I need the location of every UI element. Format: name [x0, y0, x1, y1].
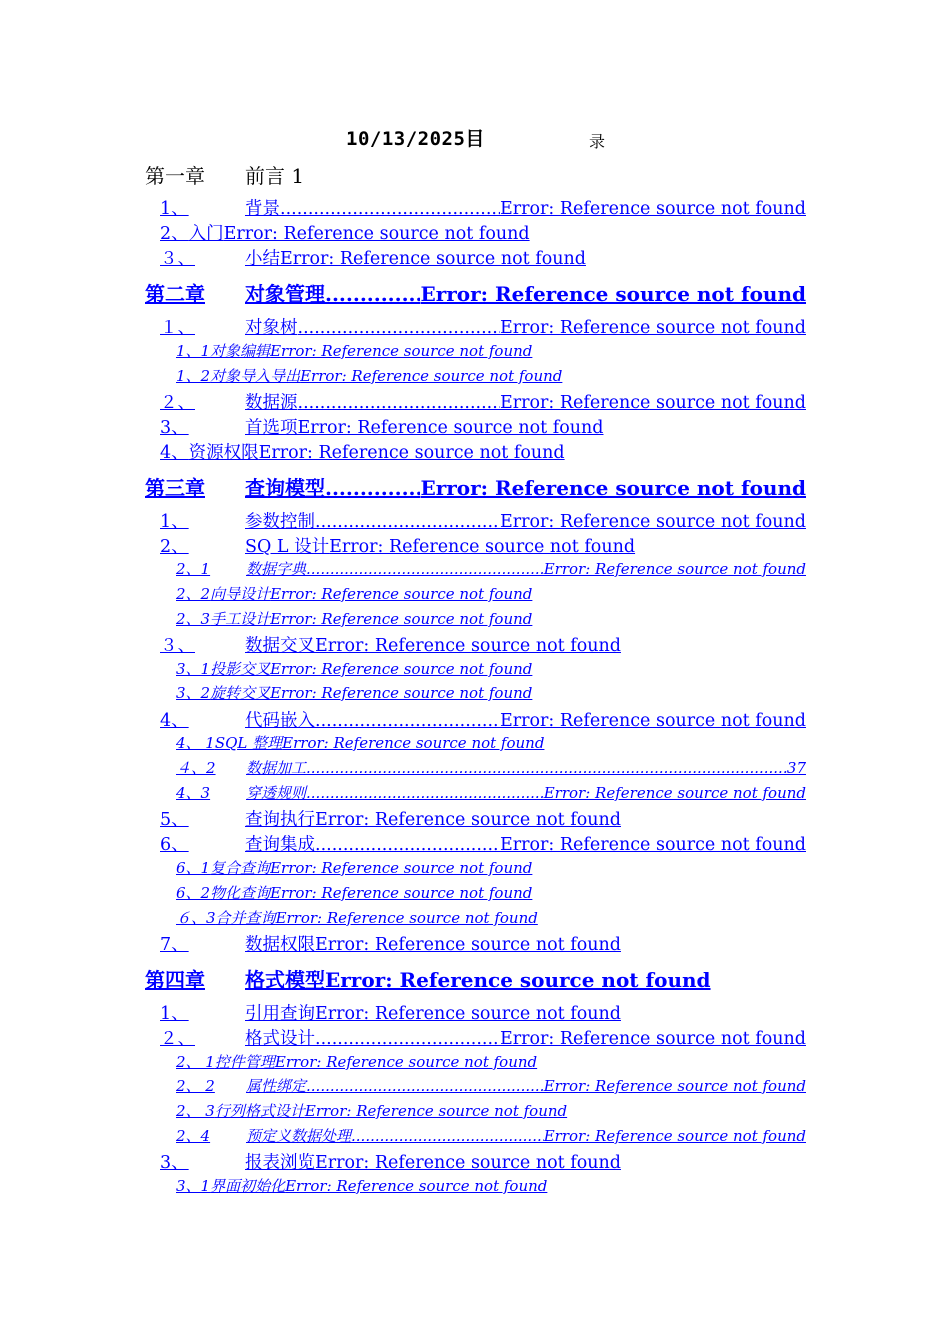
- toc-entry-number: 2、3: [176, 610, 211, 628]
- toc-entry-title: 预定义数据处理: [246, 1127, 352, 1145]
- toc-entry-page-ref: Error: Reference source not found: [282, 734, 545, 752]
- toc-entry-number: ３、: [160, 636, 195, 656]
- toc-entry-number: 2、 1: [176, 1053, 215, 1071]
- toc-entry-number: 3、: [160, 418, 189, 438]
- toc-entry-page-ref: Error: Reference source not found: [275, 909, 538, 927]
- toc-entry-title: 首选项: [245, 418, 298, 438]
- toc-entry-title: 查询执行: [245, 810, 315, 830]
- toc-entry-ch3-6-2[interactable]: [176, 882, 532, 903]
- toc-entry-page-ref: Error: Reference source not found: [270, 684, 533, 702]
- toc-entry-number: 6、2: [176, 884, 211, 902]
- toc-entry-ch2-1-1[interactable]: [176, 340, 532, 361]
- toc-entry-ch2-1-2[interactable]: [176, 365, 562, 386]
- toc-entry-ch3-4-3[interactable]: [176, 782, 806, 803]
- toc-entry-ch3-3-1[interactable]: [176, 658, 532, 679]
- toc-entry-page-ref: Error: Reference source not found: [270, 610, 533, 628]
- toc-entry-page-ref: Error: Reference source not found: [274, 1053, 538, 1071]
- toc-entry-number: 3、1: [176, 1177, 211, 1195]
- toc-entry-ch4-2-1[interactable]: [176, 1051, 537, 1072]
- toc-entry-title: 参数控制: [245, 512, 315, 532]
- toc-entry-ch2[interactable]: [145, 278, 806, 307]
- toc-entry-number: 3、1: [176, 660, 211, 678]
- toc-entry-page-ref: Error: Reference source not found: [297, 418, 604, 438]
- toc-entry-ch4-1[interactable]: [160, 1000, 621, 1025]
- toc-entry-page-ref: Error: Reference source not found: [315, 1153, 621, 1173]
- toc-entry-number: 第四章: [145, 968, 205, 992]
- toc-leader-dots: [306, 784, 544, 802]
- toc-entry-title: 旋转交叉: [210, 684, 271, 702]
- toc-entry-page-ref: Error: Reference source not found: [304, 1102, 568, 1120]
- toc-entry-ch3-2-2[interactable]: [176, 583, 532, 604]
- header-title-char: 录: [589, 132, 606, 151]
- toc-entry-title: 数据加工: [246, 759, 307, 777]
- toc-leader-dots: [298, 318, 501, 338]
- toc-entry-ch3-1[interactable]: [160, 508, 806, 533]
- toc-entry-ch2-1[interactable]: [160, 314, 806, 339]
- toc-entry-title: SQL 整理: [214, 734, 283, 752]
- toc-entry-number: 4、: [160, 711, 189, 731]
- toc-entry-page-ref: Error: Reference source not found: [270, 859, 533, 877]
- toc-entry-ch4-2[interactable]: [160, 1025, 806, 1050]
- toc-entry-page-ref: Error: Reference source not found: [543, 560, 806, 578]
- toc-entry-number: 第二章: [145, 282, 205, 306]
- toc-entry-title: 合并查询: [215, 909, 276, 927]
- toc-entry-ch4-3-1[interactable]: [176, 1175, 547, 1196]
- toc-leader-dots: [315, 711, 500, 731]
- toc-entry-page-ref: Error: Reference source not found: [270, 585, 533, 603]
- toc-leader-dots: [306, 560, 544, 578]
- toc-entry-title: 数据权限: [245, 935, 315, 955]
- toc-entry-ch3-2-1[interactable]: [176, 558, 806, 579]
- toc-entry-number: 4、3: [176, 784, 211, 802]
- toc-entry-ch1-3[interactable]: [160, 245, 586, 270]
- toc-entry-title: 查询模型: [245, 476, 325, 500]
- toc-leader-dots: [315, 512, 500, 532]
- toc-leader-dots: [315, 835, 500, 855]
- toc-header: [0, 124, 950, 154]
- toc-entry-page-ref: Error: Reference source not found: [500, 1029, 806, 1049]
- toc-entry-number: 1、1: [176, 342, 211, 360]
- toc-entry-number: 2、 2: [176, 1077, 215, 1095]
- toc-entry-ch3-4-1[interactable]: [176, 732, 544, 753]
- toc-entry-title: 投影交叉: [210, 660, 271, 678]
- toc-entry-ch1-1[interactable]: [160, 195, 806, 220]
- toc-entry-title: 代码嵌入: [245, 711, 315, 731]
- toc-entry-number: 6、1: [176, 859, 211, 877]
- toc-entry-number: １、: [160, 318, 195, 338]
- toc-entry-page-ref: Error: Reference source not found: [300, 367, 563, 385]
- toc-entry-page-ref: Error: Reference source not found: [500, 393, 806, 413]
- toc-entry-number: 3、: [160, 1153, 189, 1173]
- toc-entry-ch3-6-1[interactable]: [176, 857, 532, 878]
- toc-entry-page-ref: Error: Reference source not found: [315, 810, 621, 830]
- toc-entry-ch3-4[interactable]: [160, 707, 806, 732]
- toc-entry-ch2-4[interactable]: [160, 439, 565, 464]
- toc-entry-ch3[interactable]: [145, 472, 806, 501]
- toc-entry-page-ref: Error: Reference source not found: [270, 342, 533, 360]
- toc-entry-number: 4、: [160, 443, 189, 463]
- toc-entry-title: 背景: [245, 199, 280, 219]
- toc-entry-number: 2、 3: [176, 1102, 215, 1120]
- toc-entry-number: 2、4: [176, 1127, 211, 1145]
- toc-entry-title: 手工设计: [210, 610, 271, 628]
- toc-entry-page-ref: Error: Reference source not found: [258, 443, 565, 463]
- toc-entry-page-ref: Error: Reference source not found: [500, 835, 806, 855]
- toc-entry-title: 资源权限: [188, 443, 259, 463]
- toc-entry-ch4-3[interactable]: [160, 1149, 621, 1174]
- toc-leader-dots: [325, 282, 420, 306]
- toc-leader-dots: [325, 476, 420, 500]
- toc-entry-ch3-2-3[interactable]: [176, 608, 532, 629]
- toc-entry-page-ref: Error: Reference source not found: [543, 1127, 806, 1145]
- toc-entry-ch2-3[interactable]: [160, 414, 603, 439]
- toc-leader-dots: [351, 1127, 544, 1145]
- toc-entry-title: 复合查询: [210, 859, 271, 877]
- toc-entry-page-ref: Error: Reference source not found: [500, 711, 806, 731]
- toc-entry-ch2-2[interactable]: [160, 389, 806, 414]
- toc-entry-ch3-7[interactable]: [160, 931, 621, 956]
- toc-entry-number: 7、: [160, 935, 189, 955]
- toc-entry-title: 格式设计: [245, 1029, 315, 1049]
- toc-entry-title: 控件管理: [214, 1053, 275, 1071]
- toc-entry-title: 界面初始化: [210, 1177, 286, 1195]
- toc-entry-ch4-2-4[interactable]: [176, 1125, 806, 1146]
- toc-entry-title: 格式模型: [245, 968, 325, 992]
- toc-entry-title: 向导设计: [210, 585, 271, 603]
- toc-entry-title: 数据字典: [246, 560, 307, 578]
- toc-entry-ch3-4-2[interactable]: [176, 757, 806, 778]
- toc-entry-number: ２、: [160, 393, 195, 413]
- toc-entry-ch3-3[interactable]: [160, 632, 621, 657]
- toc-entry-number: 1、: [160, 1004, 189, 1024]
- toc-entry-number: 5、: [160, 810, 189, 830]
- toc-entry-page-ref: Error: Reference source not found: [270, 884, 533, 902]
- toc-entry-title: 物化查询: [210, 884, 271, 902]
- toc-entry-number: 1、2: [176, 367, 211, 385]
- toc-entry-ch4-2-2[interactable]: [176, 1075, 806, 1096]
- toc-entry-ch3-2[interactable]: [160, 533, 635, 558]
- toc-entry-title: 行列格式设计: [214, 1102, 305, 1120]
- toc-entry-number: ２、: [160, 1029, 195, 1049]
- toc-entry-ch3-5[interactable]: [160, 806, 621, 831]
- toc-entry-page-ref: Error: Reference source not found: [315, 636, 621, 656]
- toc-entry-page-ref: Error: Reference source not found: [420, 282, 806, 306]
- toc-entry-page-ref: Error: Reference source not found: [315, 935, 621, 955]
- toc-entry-number: 2、: [160, 224, 189, 244]
- toc-entry-number: 2、: [160, 537, 189, 557]
- toc-entry-title: 小结: [245, 249, 280, 269]
- toc-entry-title: 数据源: [245, 393, 298, 413]
- toc-leader-dots: [306, 759, 787, 777]
- toc-entry-number: ３、: [160, 249, 195, 269]
- toc-entry-page-ref: Error: Reference source not found: [500, 199, 806, 219]
- toc-entry-title: 穿透规则: [246, 784, 307, 802]
- toc-entry-ch4[interactable]: [145, 964, 711, 993]
- toc-entry-ch1-2[interactable]: [160, 220, 530, 245]
- toc-entry-number: 第三章: [145, 476, 205, 500]
- toc-entry-page-ref: Error: Reference source not found: [329, 537, 636, 557]
- toc-entry-title: 数据交叉: [245, 636, 315, 656]
- toc-entry-number: 2、1: [176, 560, 211, 578]
- toc-entry-title: 入门: [188, 224, 224, 244]
- toc-entry-page-ref: Error: Reference source not found: [223, 224, 530, 244]
- toc-entry-ch3-6[interactable]: [160, 831, 806, 856]
- toc-entry-title: 属性绑定: [246, 1077, 307, 1095]
- toc-entry-page-ref: Error: Reference source not found: [420, 476, 806, 500]
- toc-entry-page-ref: Error: Reference source not found: [325, 968, 711, 992]
- toc-entry-number: 3、2: [176, 684, 211, 702]
- toc-entry-page-ref: Error: Reference source not found: [500, 318, 806, 338]
- toc-entry-title: SQ L 设计: [245, 537, 330, 557]
- toc-entry-page-ref: Error: Reference source not found: [270, 660, 533, 678]
- toc-leader-dots: [306, 1077, 544, 1095]
- toc-leader-dots: [280, 199, 500, 219]
- toc-entry-title: 报表浏览: [245, 1153, 315, 1173]
- toc-entry-page-ref: Error: Reference source not found: [315, 1004, 621, 1024]
- toc-entry-ch1: [145, 160, 304, 189]
- toc-entry-title: 前言 1: [245, 164, 305, 188]
- toc-entry-ch3-3-2[interactable]: [176, 682, 532, 703]
- toc-entry-page-ref: Error: Reference source not found: [280, 249, 586, 269]
- toc-leader-dots: [315, 1029, 500, 1049]
- toc-entry-page-ref: Error: Reference source not found: [543, 1077, 806, 1095]
- toc-entry-title: 对象导入导出: [210, 367, 301, 385]
- toc-entry-number: ６、3: [176, 909, 216, 927]
- toc-entry-title: 对象管理: [245, 282, 325, 306]
- toc-entry-number: 2、2: [176, 585, 211, 603]
- toc-leader-dots: [298, 393, 501, 413]
- toc-entry-page-ref: Error: Reference source not found: [543, 784, 806, 802]
- toc-entry-title: 查询集成: [245, 835, 315, 855]
- toc-entry-title: 对象树: [245, 318, 298, 338]
- header-date: 10/13/2025目: [346, 128, 485, 150]
- toc-entry-page-ref: 37: [786, 759, 806, 777]
- toc-entry-number: 1、: [160, 199, 189, 219]
- toc-entry-page-ref: Error: Reference source not found: [500, 512, 806, 532]
- toc-entry-title: 对象编辑: [210, 342, 271, 360]
- toc-entry-title: 引用查询: [245, 1004, 315, 1024]
- toc-entry-number: 6、: [160, 835, 189, 855]
- toc-entry-number: 1、: [160, 512, 189, 532]
- toc-entry-page-ref: Error: Reference source not found: [285, 1177, 548, 1195]
- toc-entry-number: ４、2: [176, 759, 216, 777]
- toc-entry-number: 4、 1: [176, 734, 215, 752]
- toc-entry-number: 第一章: [145, 164, 205, 188]
- toc-entry-ch3-6-3[interactable]: [176, 907, 538, 928]
- toc-entry-ch4-2-3[interactable]: [176, 1100, 567, 1121]
